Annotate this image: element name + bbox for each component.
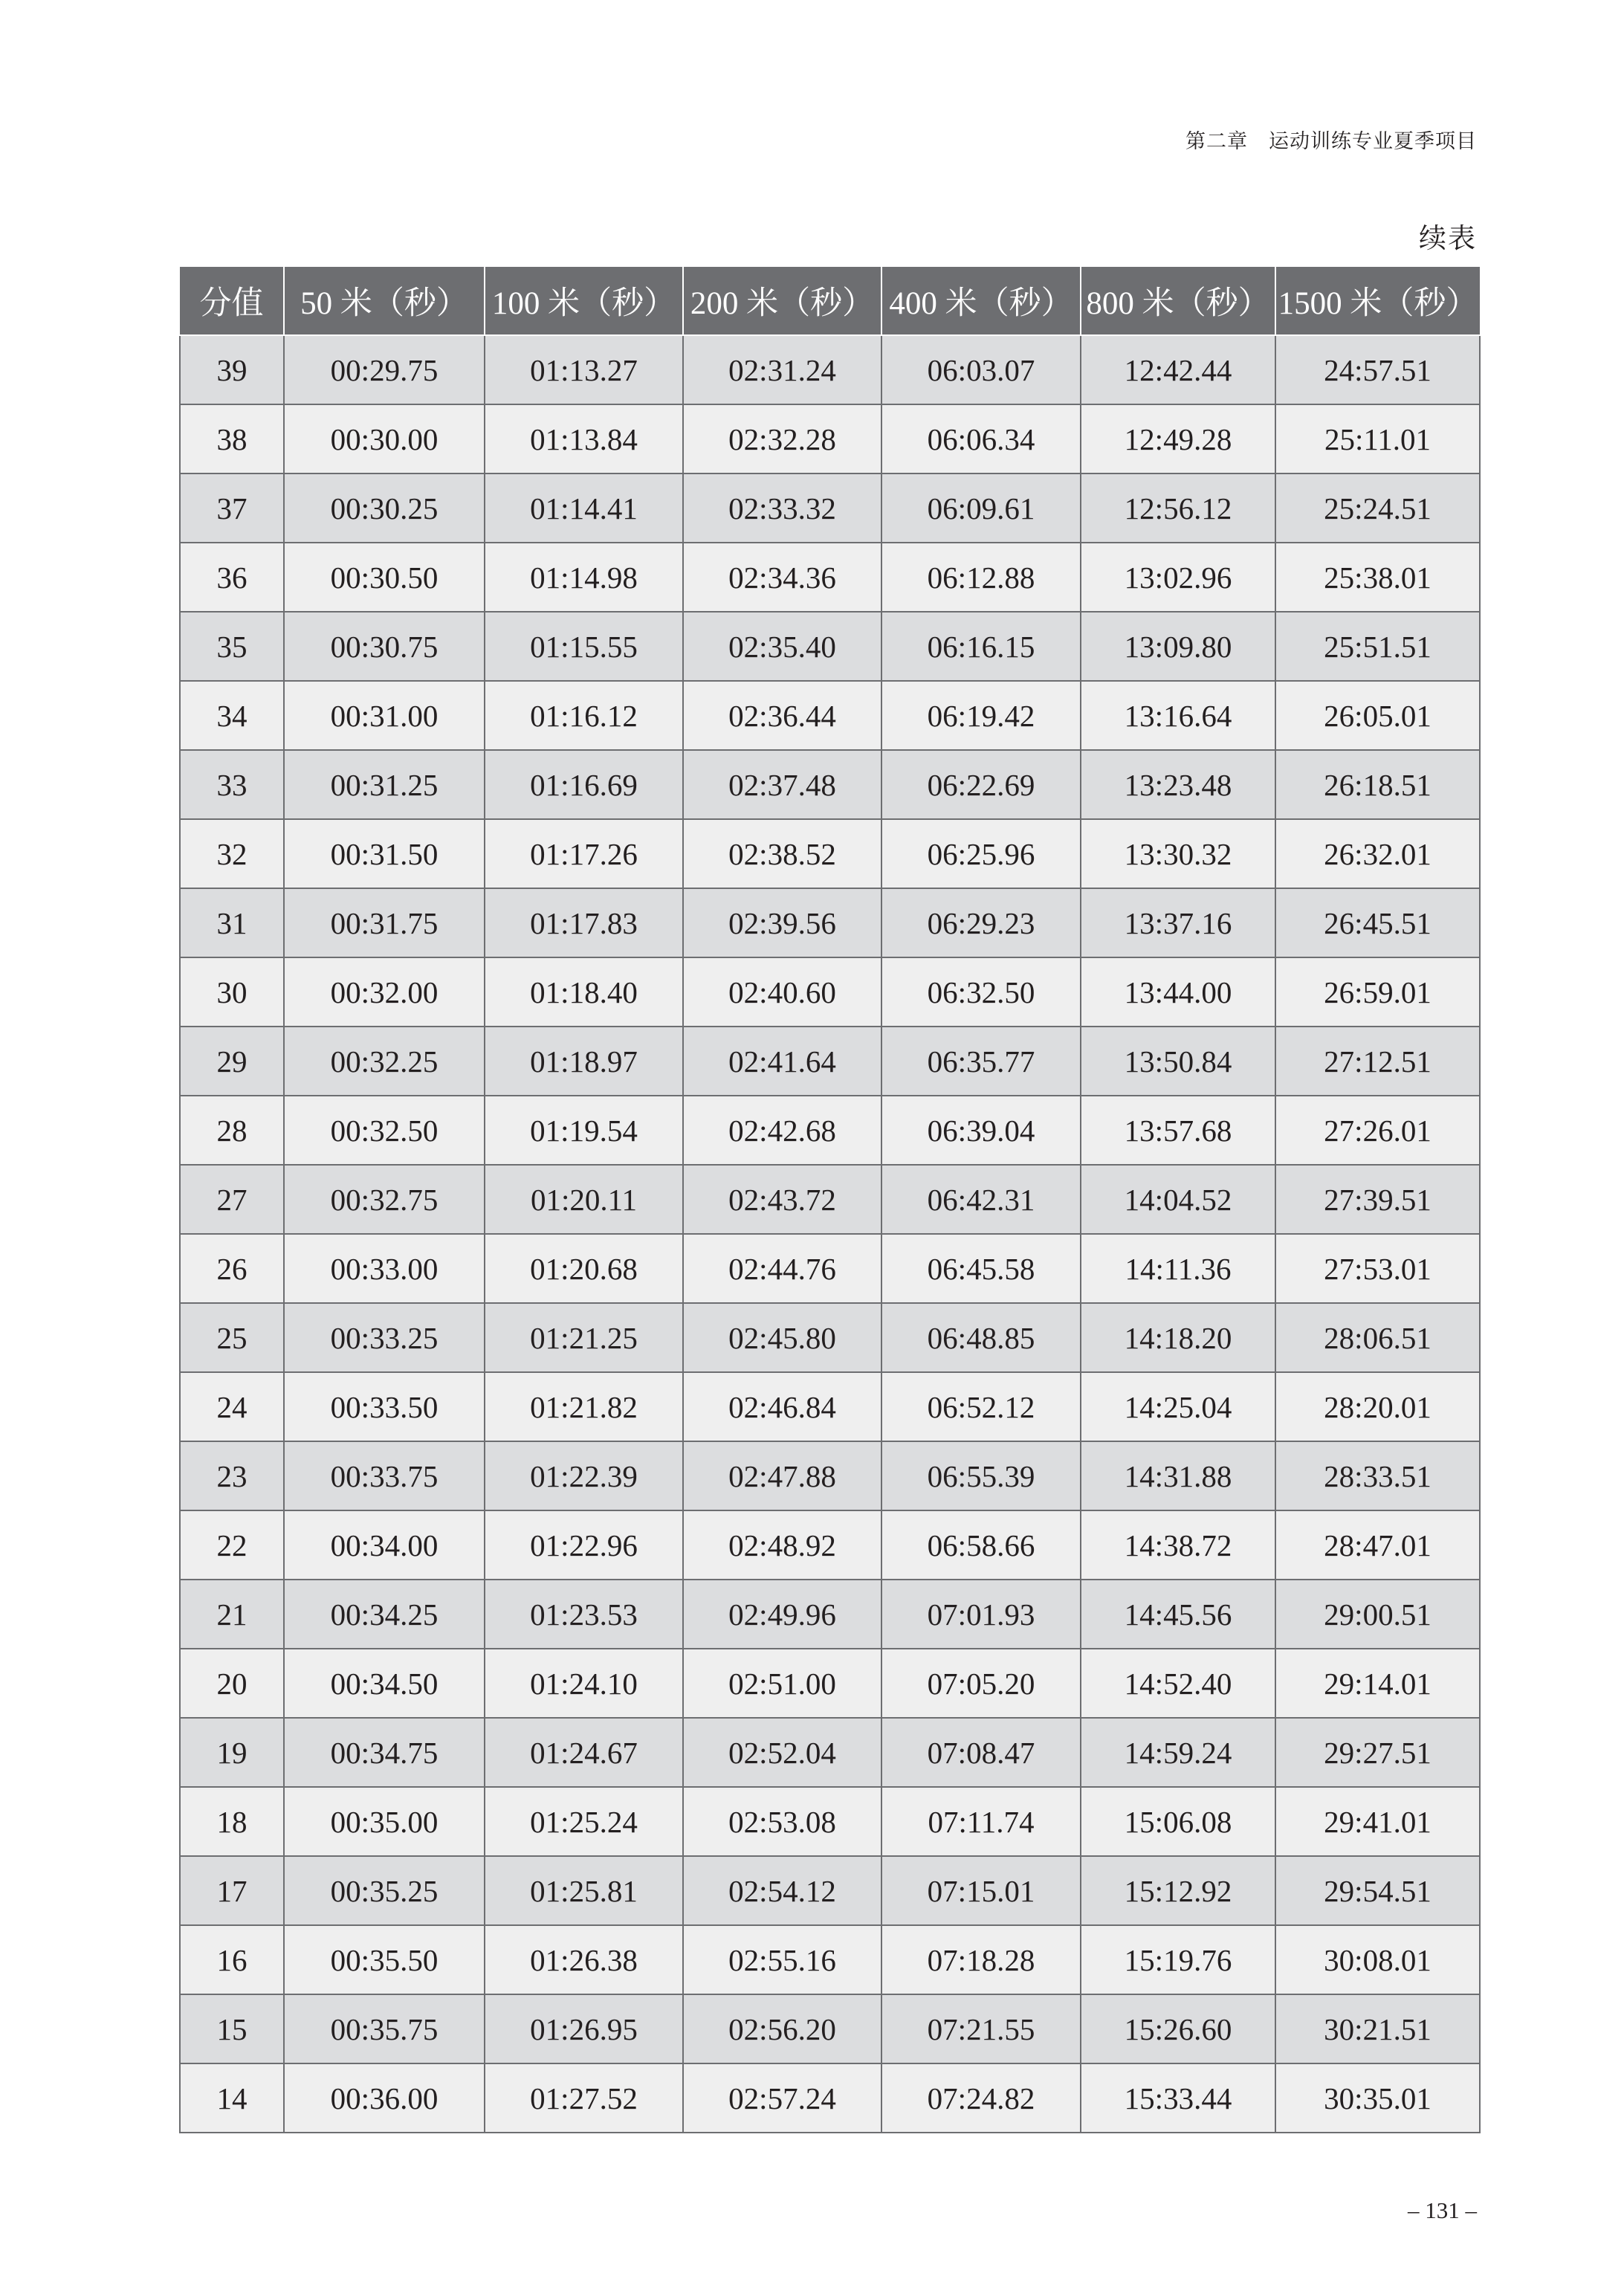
table-row (180, 750, 1480, 819)
table-row (180, 1925, 1480, 1994)
column-header: 分值 (180, 267, 284, 335)
table-row (180, 612, 1480, 681)
time-cell: 25:11.01 (1275, 404, 1480, 473)
time-cell: 02:37.48 (683, 750, 881, 819)
time-cell: 06:25.96 (881, 819, 1081, 888)
time-cell: 01:22.39 (485, 1441, 683, 1510)
time-cell: 01:24.10 (485, 1649, 683, 1718)
time-cell: 00:29.75 (284, 335, 485, 404)
time-cell: 14:38.72 (1081, 1510, 1275, 1580)
time-cell: 06:09.61 (881, 473, 1081, 543)
time-cell: 00:34.50 (284, 1649, 485, 1718)
column-header: 1500 米（秒） (1275, 267, 1480, 335)
time-cell: 29:14.01 (1275, 1649, 1480, 1718)
time-cell: 01:25.24 (485, 1787, 683, 1856)
score-cell: 38 (180, 404, 284, 473)
time-cell: 02:33.32 (683, 473, 881, 543)
time-cell: 15:06.08 (1081, 1787, 1275, 1856)
time-cell: 01:20.68 (485, 1234, 683, 1303)
table-row (180, 335, 1480, 404)
time-cell: 02:40.60 (683, 957, 881, 1027)
time-cell: 06:32.50 (881, 957, 1081, 1027)
time-cell: 07:05.20 (881, 1649, 1081, 1718)
time-cell: 07:15.01 (881, 1856, 1081, 1925)
table-row (180, 404, 1480, 473)
column-header: 200 米（秒） (683, 267, 881, 335)
time-cell: 00:31.00 (284, 681, 485, 750)
score-cell: 30 (180, 957, 284, 1027)
time-cell: 30:21.51 (1275, 1994, 1480, 2063)
time-cell: 14:04.52 (1081, 1165, 1275, 1234)
time-cell: 06:48.85 (881, 1303, 1081, 1372)
time-cell: 27:26.01 (1275, 1096, 1480, 1165)
table-row (180, 1303, 1480, 1372)
time-cell: 06:22.69 (881, 750, 1081, 819)
time-cell: 06:19.42 (881, 681, 1081, 750)
column-header: 100 米（秒） (485, 267, 683, 335)
table-row (180, 681, 1480, 750)
table-body (180, 335, 1480, 2133)
time-cell: 00:33.00 (284, 1234, 485, 1303)
time-cell: 01:13.27 (485, 335, 683, 404)
time-cell: 00:34.25 (284, 1580, 485, 1649)
time-cell: 02:56.20 (683, 1994, 881, 2063)
time-cell: 02:51.00 (683, 1649, 881, 1718)
time-cell: 29:27.51 (1275, 1718, 1480, 1787)
score-cell: 29 (180, 1027, 284, 1096)
time-cell: 00:33.75 (284, 1441, 485, 1510)
table-row (180, 819, 1480, 888)
time-cell: 02:48.92 (683, 1510, 881, 1580)
time-cell: 15:26.60 (1081, 1994, 1275, 2063)
time-cell: 01:20.11 (485, 1165, 683, 1234)
time-cell: 13:16.64 (1081, 681, 1275, 750)
time-cell: 24:57.51 (1275, 335, 1480, 404)
time-cell: 00:31.50 (284, 819, 485, 888)
score-cell: 34 (180, 681, 284, 750)
table-row (180, 1372, 1480, 1441)
table-row (180, 1234, 1480, 1303)
time-cell: 00:33.50 (284, 1372, 485, 1441)
time-cell: 01:13.84 (485, 404, 683, 473)
table-row (180, 1510, 1480, 1580)
time-cell: 07:11.74 (881, 1787, 1081, 1856)
time-cell: 25:51.51 (1275, 612, 1480, 681)
column-header: 400 米（秒） (881, 267, 1081, 335)
time-cell: 00:33.25 (284, 1303, 485, 1372)
time-cell: 01:17.83 (485, 888, 683, 957)
time-cell: 06:39.04 (881, 1096, 1081, 1165)
score-cell: 35 (180, 612, 284, 681)
time-cell: 01:16.12 (485, 681, 683, 750)
column-header: 50 米（秒） (284, 267, 485, 335)
running-head: 第二章 运动训练专业夏季项目 (1185, 130, 1477, 152)
table-row (180, 1096, 1480, 1165)
time-cell: 27:53.01 (1275, 1234, 1480, 1303)
score-cell: 27 (180, 1165, 284, 1234)
time-cell: 07:01.93 (881, 1580, 1081, 1649)
score-cell: 15 (180, 1994, 284, 2063)
time-cell: 00:30.75 (284, 612, 485, 681)
score-cell: 32 (180, 819, 284, 888)
score-cell: 16 (180, 1925, 284, 1994)
time-cell: 01:25.81 (485, 1856, 683, 1925)
time-cell: 06:06.34 (881, 404, 1081, 473)
time-cell: 02:47.88 (683, 1441, 881, 1510)
time-cell: 13:57.68 (1081, 1096, 1275, 1165)
table-row (180, 1994, 1480, 2063)
time-cell: 00:30.50 (284, 543, 485, 612)
time-cell: 13:44.00 (1081, 957, 1275, 1027)
time-cell: 00:30.25 (284, 473, 485, 543)
time-cell: 14:18.20 (1081, 1303, 1275, 1372)
time-cell: 02:35.40 (683, 612, 881, 681)
score-cell: 25 (180, 1303, 284, 1372)
time-cell: 06:35.77 (881, 1027, 1081, 1096)
time-cell: 00:32.00 (284, 957, 485, 1027)
score-cell: 24 (180, 1372, 284, 1441)
score-cell: 14 (180, 2063, 284, 2133)
table-header-row (180, 267, 1480, 335)
time-cell: 00:30.00 (284, 404, 485, 473)
time-cell: 02:52.04 (683, 1718, 881, 1787)
table-row (180, 473, 1480, 543)
time-cell: 01:21.82 (485, 1372, 683, 1441)
time-cell: 15:19.76 (1081, 1925, 1275, 1994)
time-cell: 02:32.28 (683, 404, 881, 473)
time-cell: 26:05.01 (1275, 681, 1480, 750)
time-cell: 06:03.07 (881, 335, 1081, 404)
time-cell: 15:12.92 (1081, 1856, 1275, 1925)
score-cell: 20 (180, 1649, 284, 1718)
time-cell: 02:57.24 (683, 2063, 881, 2133)
time-cell: 06:29.23 (881, 888, 1081, 957)
time-cell: 01:21.25 (485, 1303, 683, 1372)
time-cell: 13:30.32 (1081, 819, 1275, 888)
time-cell: 14:31.88 (1081, 1441, 1275, 1510)
table-row (180, 1165, 1480, 1234)
time-cell: 00:31.75 (284, 888, 485, 957)
table-row (180, 888, 1480, 957)
time-cell: 07:18.28 (881, 1925, 1081, 1994)
time-cell: 06:16.15 (881, 612, 1081, 681)
score-cell: 22 (180, 1510, 284, 1580)
time-cell: 07:21.55 (881, 1994, 1081, 2063)
table-row (180, 1027, 1480, 1096)
time-cell: 00:32.75 (284, 1165, 485, 1234)
score-cell: 19 (180, 1718, 284, 1787)
time-cell: 01:14.98 (485, 543, 683, 612)
time-cell: 28:47.01 (1275, 1510, 1480, 1580)
time-cell: 01:23.53 (485, 1580, 683, 1649)
time-cell: 06:12.88 (881, 543, 1081, 612)
time-cell: 02:34.36 (683, 543, 881, 612)
time-cell: 01:24.67 (485, 1718, 683, 1787)
time-cell: 02:44.76 (683, 1234, 881, 1303)
time-cell: 01:22.96 (485, 1510, 683, 1580)
time-cell: 13:50.84 (1081, 1027, 1275, 1096)
time-cell: 02:42.68 (683, 1096, 881, 1165)
time-cell: 27:39.51 (1275, 1165, 1480, 1234)
time-cell: 00:35.25 (284, 1856, 485, 1925)
time-cell: 01:19.54 (485, 1096, 683, 1165)
time-cell: 02:43.72 (683, 1165, 881, 1234)
score-cell: 17 (180, 1856, 284, 1925)
time-cell: 13:37.16 (1081, 888, 1275, 957)
time-cell: 01:14.41 (485, 473, 683, 543)
time-cell: 28:20.01 (1275, 1372, 1480, 1441)
time-cell: 02:46.84 (683, 1372, 881, 1441)
table-row (180, 1441, 1480, 1510)
time-cell: 02:38.52 (683, 819, 881, 888)
time-cell: 02:39.56 (683, 888, 881, 957)
table-row (180, 1856, 1480, 1925)
score-cell: 21 (180, 1580, 284, 1649)
time-cell: 06:55.39 (881, 1441, 1081, 1510)
time-cell: 00:34.75 (284, 1718, 485, 1787)
time-cell: 06:45.58 (881, 1234, 1081, 1303)
table-row (180, 1649, 1480, 1718)
time-cell: 00:31.25 (284, 750, 485, 819)
time-cell: 14:45.56 (1081, 1580, 1275, 1649)
time-cell: 26:32.01 (1275, 819, 1480, 888)
time-cell: 14:11.36 (1081, 1234, 1275, 1303)
time-cell: 02:41.64 (683, 1027, 881, 1096)
time-cell: 01:26.95 (485, 1994, 683, 2063)
time-cell: 00:35.75 (284, 1994, 485, 2063)
time-cell: 00:35.00 (284, 1787, 485, 1856)
time-cell: 12:42.44 (1081, 335, 1275, 404)
score-table (179, 267, 1481, 2133)
time-cell: 01:18.97 (485, 1027, 683, 1096)
time-cell: 02:31.24 (683, 335, 881, 404)
time-cell: 06:52.12 (881, 1372, 1081, 1441)
time-cell: 02:36.44 (683, 681, 881, 750)
time-cell: 02:55.16 (683, 1925, 881, 1994)
score-cell: 33 (180, 750, 284, 819)
score-cell: 23 (180, 1441, 284, 1510)
time-cell: 14:59.24 (1081, 1718, 1275, 1787)
score-cell: 18 (180, 1787, 284, 1856)
time-cell: 28:06.51 (1275, 1303, 1480, 1372)
time-cell: 26:45.51 (1275, 888, 1480, 957)
time-cell: 07:24.82 (881, 2063, 1081, 2133)
page-number: – 131 – (1408, 2197, 1477, 2223)
time-cell: 13:02.96 (1081, 543, 1275, 612)
score-cell: 28 (180, 1096, 284, 1165)
time-cell: 25:24.51 (1275, 473, 1480, 543)
table-row (180, 543, 1480, 612)
table-row (180, 2063, 1480, 2133)
time-cell: 06:58.66 (881, 1510, 1081, 1580)
time-cell: 29:54.51 (1275, 1856, 1480, 1925)
time-cell: 01:18.40 (485, 957, 683, 1027)
time-cell: 26:18.51 (1275, 750, 1480, 819)
time-cell: 01:15.55 (485, 612, 683, 681)
time-cell: 28:33.51 (1275, 1441, 1480, 1510)
time-cell: 12:56.12 (1081, 473, 1275, 543)
score-cell: 39 (180, 335, 284, 404)
table-continued-label: 续表 (1419, 224, 1477, 254)
time-cell: 29:41.01 (1275, 1787, 1480, 1856)
score-cell: 37 (180, 473, 284, 543)
time-cell: 13:09.80 (1081, 612, 1275, 681)
time-cell: 02:45.80 (683, 1303, 881, 1372)
time-cell: 06:42.31 (881, 1165, 1081, 1234)
time-cell: 07:08.47 (881, 1718, 1081, 1787)
time-cell: 13:23.48 (1081, 750, 1275, 819)
time-cell: 02:49.96 (683, 1580, 881, 1649)
time-cell: 30:35.01 (1275, 2063, 1480, 2133)
time-cell: 14:52.40 (1081, 1649, 1275, 1718)
table-row (180, 957, 1480, 1027)
score-cell: 26 (180, 1234, 284, 1303)
time-cell: 01:26.38 (485, 1925, 683, 1994)
time-cell: 30:08.01 (1275, 1925, 1480, 1994)
time-cell: 02:54.12 (683, 1856, 881, 1925)
time-cell: 00:36.00 (284, 2063, 485, 2133)
time-cell: 02:53.08 (683, 1787, 881, 1856)
time-cell: 00:32.50 (284, 1096, 485, 1165)
time-cell: 15:33.44 (1081, 2063, 1275, 2133)
time-cell: 00:32.25 (284, 1027, 485, 1096)
time-cell: 00:34.00 (284, 1510, 485, 1580)
time-cell: 27:12.51 (1275, 1027, 1480, 1096)
time-cell: 12:49.28 (1081, 404, 1275, 473)
time-cell: 26:59.01 (1275, 957, 1480, 1027)
time-cell: 01:17.26 (485, 819, 683, 888)
time-cell: 01:16.69 (485, 750, 683, 819)
table-row (180, 1787, 1480, 1856)
column-header: 800 米（秒） (1081, 267, 1275, 335)
time-cell: 14:25.04 (1081, 1372, 1275, 1441)
table-row (180, 1580, 1480, 1649)
time-cell: 25:38.01 (1275, 543, 1480, 612)
time-cell: 01:27.52 (485, 2063, 683, 2133)
time-cell: 29:00.51 (1275, 1580, 1480, 1649)
score-cell: 31 (180, 888, 284, 957)
time-cell: 00:35.50 (284, 1925, 485, 1994)
score-cell: 36 (180, 543, 284, 612)
table-row (180, 1718, 1480, 1787)
